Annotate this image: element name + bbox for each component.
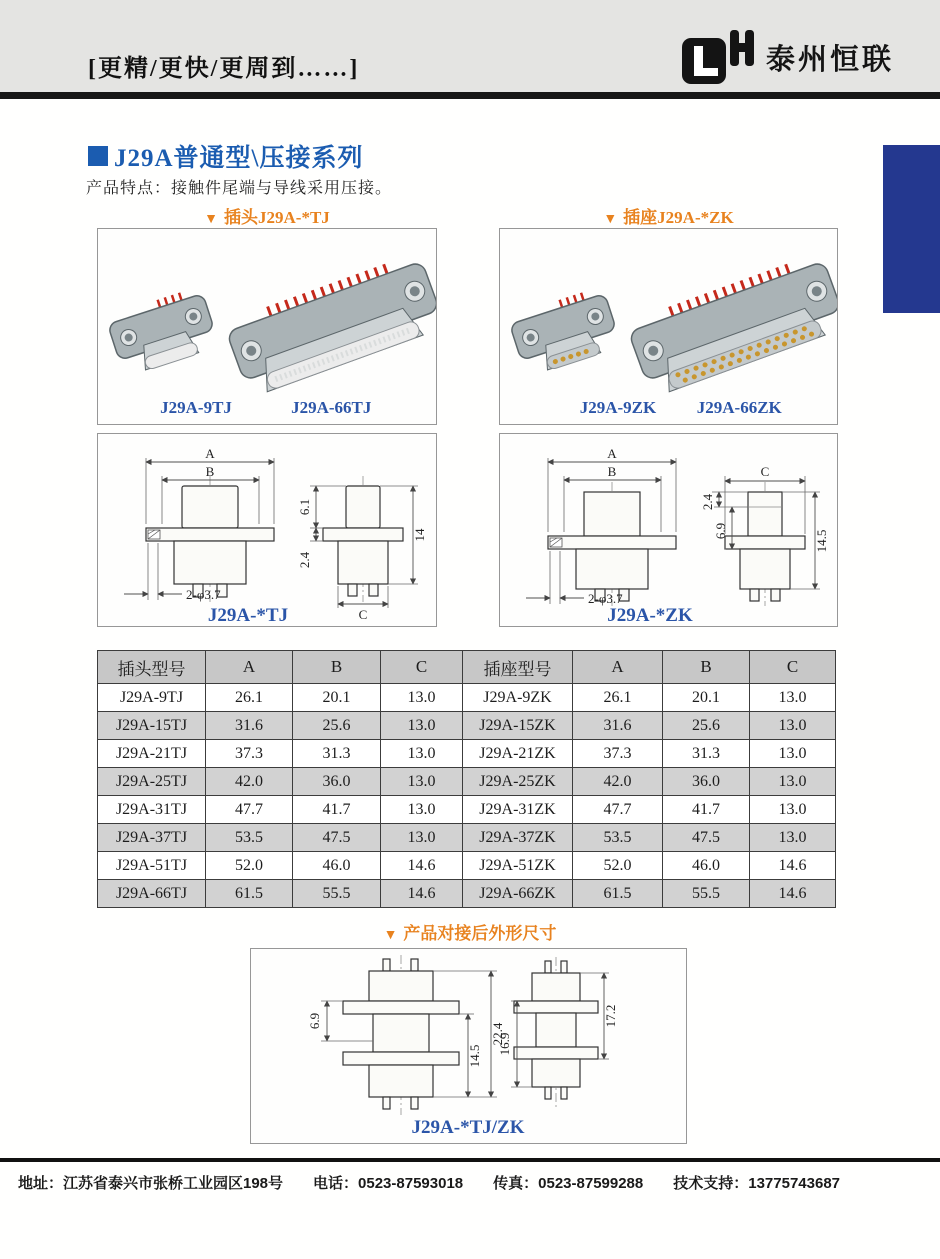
value-cell: 31.6 xyxy=(206,712,293,740)
value-cell: 47.5 xyxy=(293,824,381,852)
value-cell: 25.6 xyxy=(293,712,381,740)
model-cell: J29A-15ZK xyxy=(463,712,573,740)
value-cell: 25.6 xyxy=(663,712,750,740)
value-cell: 14.6 xyxy=(381,880,463,908)
table-row xyxy=(98,712,836,740)
column-header: B xyxy=(293,651,381,684)
value-cell: 46.0 xyxy=(663,852,750,880)
table-row xyxy=(98,768,836,796)
model-cell: J29A-15TJ xyxy=(98,712,206,740)
value-cell: 13.0 xyxy=(381,796,463,824)
table-row xyxy=(98,880,836,908)
value-cell: 37.3 xyxy=(206,740,293,768)
model-cell: J29A-9ZK xyxy=(463,684,573,712)
model-cell: J29A-31TJ xyxy=(98,796,206,824)
drawing-caption: J29A-*TJ/ZK xyxy=(411,1117,525,1138)
table-row xyxy=(98,740,836,768)
footer-contact-bar xyxy=(18,1172,928,1193)
model-cell: J29A-31ZK xyxy=(463,796,573,824)
spec-table-body xyxy=(98,684,836,908)
socket-drawing-box xyxy=(499,433,838,627)
dim-label: 14 xyxy=(412,528,427,542)
dim-label: 6.1 xyxy=(297,498,312,516)
footer-phone: 电话：0523-87593018 xyxy=(313,1175,464,1192)
socket-connectors-photo xyxy=(500,229,837,424)
drawing-caption: J29A-*ZK xyxy=(607,605,693,626)
table-row xyxy=(98,852,836,880)
model-cell: J29A-21ZK xyxy=(463,740,573,768)
dimension-spec-table xyxy=(97,650,836,908)
product-feature-text: 产品特点：接触件尾端与导线采用压接。 xyxy=(86,180,393,197)
socket-large-model-label: J29A-66ZK xyxy=(696,398,782,417)
value-cell: 52.0 xyxy=(573,852,663,880)
spec-table-head-row xyxy=(98,651,836,684)
model-cell: J29A-66ZK xyxy=(463,880,573,908)
value-cell: 13.0 xyxy=(381,712,463,740)
large-socket-connector xyxy=(627,256,837,398)
value-cell: 13.0 xyxy=(381,684,463,712)
socket-section-label: ▼ 插座J29A-*ZK xyxy=(603,208,734,227)
value-cell: 42.0 xyxy=(573,768,663,796)
plug-connectors-photo xyxy=(98,229,436,424)
plug-drawing-box xyxy=(97,433,437,627)
mated-section-label: ▼ 产品对接后外形尺寸 xyxy=(383,924,557,943)
value-cell: 26.1 xyxy=(206,684,293,712)
page-title: J29A普通型\压接系列 xyxy=(114,145,364,172)
brand-name: 泰州恒联 xyxy=(766,41,895,76)
header-divider xyxy=(0,92,940,99)
table-row xyxy=(98,824,836,852)
socket-small-model-label: J29A-9ZK xyxy=(579,398,657,417)
footer-support: 技术支持：13775743687 xyxy=(673,1175,841,1192)
triangle-down-icon: ▼ xyxy=(204,212,219,227)
page-edge-tab xyxy=(883,145,940,313)
value-cell: 14.6 xyxy=(381,852,463,880)
value-cell: 20.1 xyxy=(293,684,381,712)
value-cell: 14.6 xyxy=(750,852,836,880)
large-plug-connector xyxy=(225,256,436,398)
value-cell: 13.0 xyxy=(750,768,836,796)
page-header xyxy=(0,0,940,92)
value-cell: 13.0 xyxy=(750,712,836,740)
value-cell: 31.6 xyxy=(573,712,663,740)
model-cell: J29A-51ZK xyxy=(463,852,573,880)
value-cell: 47.5 xyxy=(663,824,750,852)
drawing-caption: J29A-*TJ xyxy=(207,605,289,626)
table-row xyxy=(98,796,836,824)
column-header: A xyxy=(206,651,293,684)
value-cell: 55.5 xyxy=(663,880,750,908)
value-cell: 47.7 xyxy=(206,796,293,824)
value-cell: 41.7 xyxy=(663,796,750,824)
column-header: C xyxy=(750,651,836,684)
dim-label: A xyxy=(607,446,617,461)
footer-fax: 传真：0523-87599288 xyxy=(493,1175,644,1192)
dim-label: 2.4 xyxy=(297,551,312,569)
triangle-down-icon: ▼ xyxy=(603,212,618,227)
value-cell: 42.0 xyxy=(206,768,293,796)
series-title-row xyxy=(88,138,364,174)
dim-label: 6.9 xyxy=(307,1012,322,1030)
socket-dimension-drawing xyxy=(500,434,837,626)
value-cell: 61.5 xyxy=(573,880,663,908)
model-cell: J29A-21TJ xyxy=(98,740,206,768)
value-cell: 31.3 xyxy=(663,740,750,768)
model-cell: J29A-25ZK xyxy=(463,768,573,796)
plug-large-model-label: J29A-66TJ xyxy=(291,398,372,417)
dim-label: 2-φ3.7 xyxy=(588,591,623,606)
small-plug-connector xyxy=(106,290,220,378)
dim-label: 17.2 xyxy=(603,1004,618,1028)
column-header: C xyxy=(381,651,463,684)
plug-dimension-drawing xyxy=(98,434,436,626)
dim-label: B xyxy=(205,464,215,479)
socket-photo-box xyxy=(499,228,838,425)
dim-label: 2.4 xyxy=(700,493,715,511)
column-header: 插座型号 xyxy=(463,651,573,684)
value-cell: 61.5 xyxy=(206,880,293,908)
column-header: A xyxy=(573,651,663,684)
value-cell: 53.5 xyxy=(573,824,663,852)
value-cell: 36.0 xyxy=(663,768,750,796)
value-cell: 36.0 xyxy=(293,768,381,796)
column-header: B xyxy=(663,651,750,684)
value-cell: 13.0 xyxy=(750,796,836,824)
value-cell: 13.0 xyxy=(381,740,463,768)
model-cell: J29A-25TJ xyxy=(98,768,206,796)
dim-label: 16.9 xyxy=(497,1032,512,1056)
value-cell: 37.3 xyxy=(573,740,663,768)
value-cell: 52.0 xyxy=(206,852,293,880)
dim-label: 2-φ3.7 xyxy=(186,587,221,602)
dim-label: C xyxy=(358,607,368,622)
dim-label: 6.9 xyxy=(713,522,728,540)
value-cell: 46.0 xyxy=(293,852,381,880)
value-cell: 53.5 xyxy=(206,824,293,852)
value-cell: 26.1 xyxy=(573,684,663,712)
dim-label: 22.4 xyxy=(490,1022,505,1046)
value-cell: 14.6 xyxy=(750,880,836,908)
value-cell: 31.3 xyxy=(293,740,381,768)
value-cell: 55.5 xyxy=(293,880,381,908)
lh-logo-icon xyxy=(680,28,756,86)
company-logo xyxy=(680,28,894,86)
table-row xyxy=(98,684,836,712)
model-cell: J29A-9TJ xyxy=(98,684,206,712)
plug-small-model-label: J29A-9TJ xyxy=(160,398,232,417)
triangle-down-icon: ▼ xyxy=(383,928,398,943)
small-socket-connector xyxy=(508,290,622,378)
plug-section-label: ▼ 插头J29A-*TJ xyxy=(204,208,330,227)
footer-address: 地址：江苏省泰兴市张桥工业园区198号 xyxy=(18,1175,284,1192)
dim-label: 14.5 xyxy=(814,529,829,553)
value-cell: 13.0 xyxy=(750,684,836,712)
dim-label: C xyxy=(760,464,770,479)
mated-dimension-drawing xyxy=(251,949,686,1143)
value-cell: 47.7 xyxy=(573,796,663,824)
model-cell: J29A-51TJ xyxy=(98,852,206,880)
dim-label: 14.5 xyxy=(467,1044,482,1068)
mated-drawing-box xyxy=(250,948,687,1144)
value-cell: 20.1 xyxy=(663,684,750,712)
company-slogan: [更精/更快/更周到……] xyxy=(88,56,360,82)
value-cell: 41.7 xyxy=(293,796,381,824)
value-cell: 13.0 xyxy=(381,768,463,796)
title-square-marker xyxy=(88,146,108,166)
model-cell: J29A-37TJ xyxy=(98,824,206,852)
plug-photo-box xyxy=(97,228,437,425)
dim-label: B xyxy=(607,464,617,479)
value-cell: 13.0 xyxy=(750,740,836,768)
value-cell: 13.0 xyxy=(381,824,463,852)
footer-divider xyxy=(0,1158,940,1162)
model-cell: J29A-66TJ xyxy=(98,880,206,908)
model-cell: J29A-37ZK xyxy=(463,824,573,852)
value-cell: 13.0 xyxy=(750,824,836,852)
dim-label: A xyxy=(205,446,215,461)
column-header: 插头型号 xyxy=(98,651,206,684)
